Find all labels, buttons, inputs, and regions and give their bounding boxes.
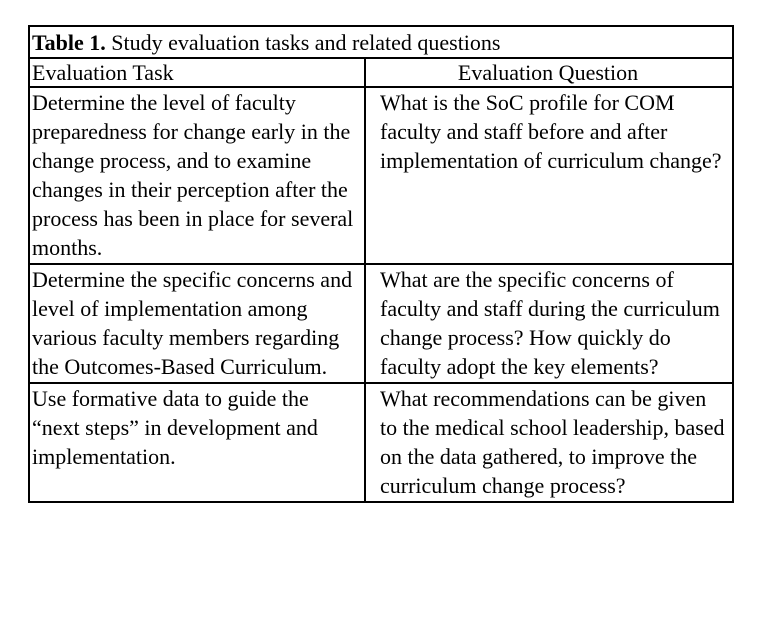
question-cell: What are the specific concerns of faculty and staff during the curriculum change process? How quickly do faculty adopt the key elements? xyxy=(365,264,733,383)
question-cell: What is the SoC profile for COM faculty and staff before and after implementation of curriculum change? xyxy=(365,87,733,264)
caption-row xyxy=(29,26,733,58)
task-cell: Use formative data to guide the “next steps” in development and implementation. xyxy=(29,383,365,502)
table-row xyxy=(29,383,733,502)
caption-text: Study evaluation tasks and related questions xyxy=(105,30,501,55)
evaluation-table-container xyxy=(28,25,732,503)
task-cell: Determine the specific concerns and level of implementation among various faculty members regarding the Outcomes-Based Curriculum. xyxy=(29,264,365,383)
header-evaluation-task: Evaluation Task xyxy=(29,58,365,87)
task-cell: Determine the level of faculty preparedness for change early in the change process, and to examine changes in their perception after the process has been in place for several months. xyxy=(29,87,365,264)
header-row xyxy=(29,58,733,87)
question-cell: What recommendations can be given to the medical school leadership, based on the data gathered, to improve the curriculum change process? xyxy=(365,383,733,502)
table-row xyxy=(29,264,733,383)
header-evaluation-question: Evaluation Question xyxy=(365,58,733,87)
table-row xyxy=(29,87,733,264)
evaluation-table xyxy=(28,25,734,503)
table-caption xyxy=(29,26,733,58)
caption-label: Table 1. xyxy=(32,30,106,55)
